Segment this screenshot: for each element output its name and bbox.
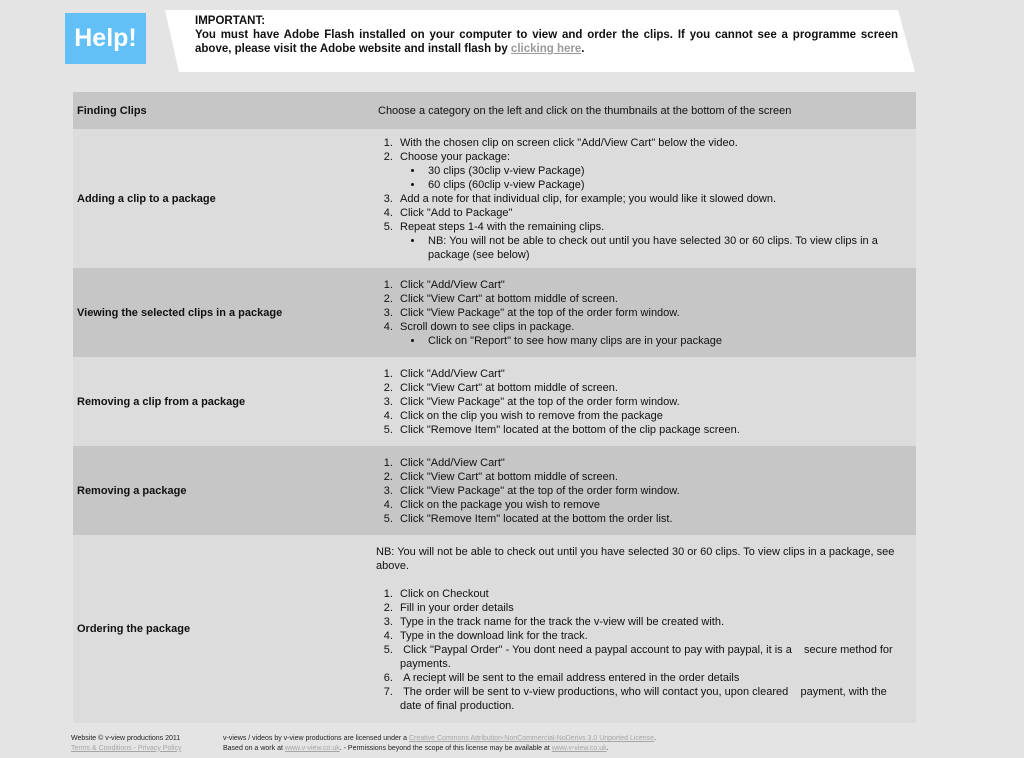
step: 2. Fill in your order details (396, 601, 902, 615)
package-options (400, 164, 916, 192)
step: 5. Click "Remove Item" located at the bottom of the clip package screen. (396, 423, 916, 437)
sub-step: • Click on "Report" to see how many clips are in your package (424, 334, 916, 348)
step: 4. Scroll down to see clips in package. • Click on "Report" to see how many clips are in your package (396, 320, 916, 348)
row-removing-clip (73, 357, 916, 446)
step: 3. Click "View Package" at the top of the order form window. (396, 395, 916, 409)
step: 4. Click on the package you wish to remove (396, 498, 916, 512)
step: 5. Click "Remove Item" located at the bottom the order list. (396, 512, 916, 526)
row-label: Ordering the package (73, 535, 370, 723)
footer-left (71, 734, 181, 753)
step: 5. Repeat steps 1-4 with the remaining clips. • NB: You will not be able to check out until you have selected 30 or 60 clips. To view clips in a package (see below) (396, 220, 916, 262)
flash-install-link[interactable]: clicking here (510, 43, 582, 55)
step: 7. The order will be sent to v-view productions, who will contact you, upon cleared payment, with the date of final production. (396, 685, 902, 713)
notice-body: You must have Adobe Flash installed on your computer to view and order the clips. If you cannot see a programme screen above, please visit the Adobe website and install flash by (195, 29, 898, 55)
row-label: Finding Clips (73, 92, 370, 129)
notice-heading: IMPORTANT: (195, 15, 266, 27)
step: 3. Click "View Package" at the top of the order form window. (396, 484, 916, 498)
step: 3. Add a note for that individual clip, for example; you would like it slowed down. (396, 192, 916, 206)
nb-note: NB: You will not be able to check out until you have selected 30 or 60 clips. To view clips in a package, see above. (376, 546, 895, 572)
step: 4. Click on the clip you wish to remove from the package (396, 409, 916, 423)
package-option: • 60 clips (60clip v-view Package) (424, 178, 916, 192)
row-label: Removing a package (73, 446, 370, 535)
steps-list (370, 456, 916, 526)
steps-list (370, 587, 916, 713)
step: 4. Type in the download link for the track. (396, 629, 902, 643)
help-table (73, 92, 916, 723)
row-ordering-package (73, 535, 916, 723)
row-label: Adding a clip to a package (73, 129, 370, 268)
steps-list (370, 278, 916, 348)
row-removing-package (73, 446, 916, 535)
site-link[interactable]: www.v-view.co.uk (551, 744, 607, 752)
row-text: Choose a category on the left and click on the thumbnails at the bottom of the screen (378, 104, 792, 117)
step: 4. Click "Add to Package" (396, 206, 916, 220)
steps-list (370, 136, 916, 262)
step: 2. Choose your package: • 30 clips (30clip v-view Package) • 60 clips (60clip v-view Package) (396, 150, 916, 192)
important-notice (165, 10, 915, 72)
license-link[interactable]: Creative Commons Attribution-NonCommercial-NoDerivs 3.0 Unported License (408, 735, 655, 742)
row-label: Removing a clip from a package (73, 357, 370, 446)
row-label: Viewing the selected clips in a package (73, 268, 370, 357)
step: 1. Click "Add/View Cart" (396, 367, 916, 381)
row-adding-clip (73, 129, 916, 268)
step: 2. Click "View Cart" at bottom middle of screen. (396, 381, 916, 395)
notice-text: IMPORTANT: You must have Adobe Flash installed on your computer to view and order the clips. If you cannot see a programme screen above, please visit the Adobe website and install flash by clicking here. (195, 15, 898, 55)
package-option: • 30 clips (30clip v-view Package) (424, 164, 916, 178)
help-badge: Help! (65, 13, 146, 64)
step: 1. Click "Add/View Cart" (396, 456, 916, 470)
step: 1. With the chosen clip on screen click "Add/View Cart" below the video. (396, 136, 916, 150)
step: 2. Click "View Cart" at bottom middle of screen. (396, 470, 916, 484)
step: 1. Click on Checkout (396, 587, 902, 601)
step: 3. Click "View Package" at the top of the order form window. (396, 306, 916, 320)
step: 1. Click "Add/View Cart" (396, 278, 916, 292)
nb-note: • NB: You will not be able to check out until you have selected 30 or 60 clips. To view clips in a package (see below) (424, 234, 916, 262)
step: 5. Click "Paypal Order" - You dont need a paypal account to pay with paypal, it is a secure method for payments. (396, 643, 902, 671)
row-finding-clips (73, 92, 916, 129)
steps-list (370, 367, 916, 437)
footer-license: v-views / videos by v-view productions are licensed under a Creative Commons Attribution-NonCommercial-NoDerivs 3.0 Unported License. Based on a work at www.v-view.co.uk. - Permissions beyond the scope of this license may be available at www.v-view.co.uk. (223, 735, 657, 752)
copyright: Website © v-view productions 2011 (71, 735, 181, 742)
row-viewing-clips (73, 268, 916, 357)
step: 3. Type in the track name for the track the v-view will be created with. (396, 615, 902, 629)
site-link[interactable]: www.v-view.co.uk (284, 744, 340, 752)
step: 6. A reciept will be sent to the email address entered in the order details (396, 671, 902, 685)
terms-privacy-link[interactable]: Terms & Conditions - Privacy Policy (71, 744, 182, 752)
step: 2. Click "View Cart" at bottom middle of screen. (396, 292, 916, 306)
